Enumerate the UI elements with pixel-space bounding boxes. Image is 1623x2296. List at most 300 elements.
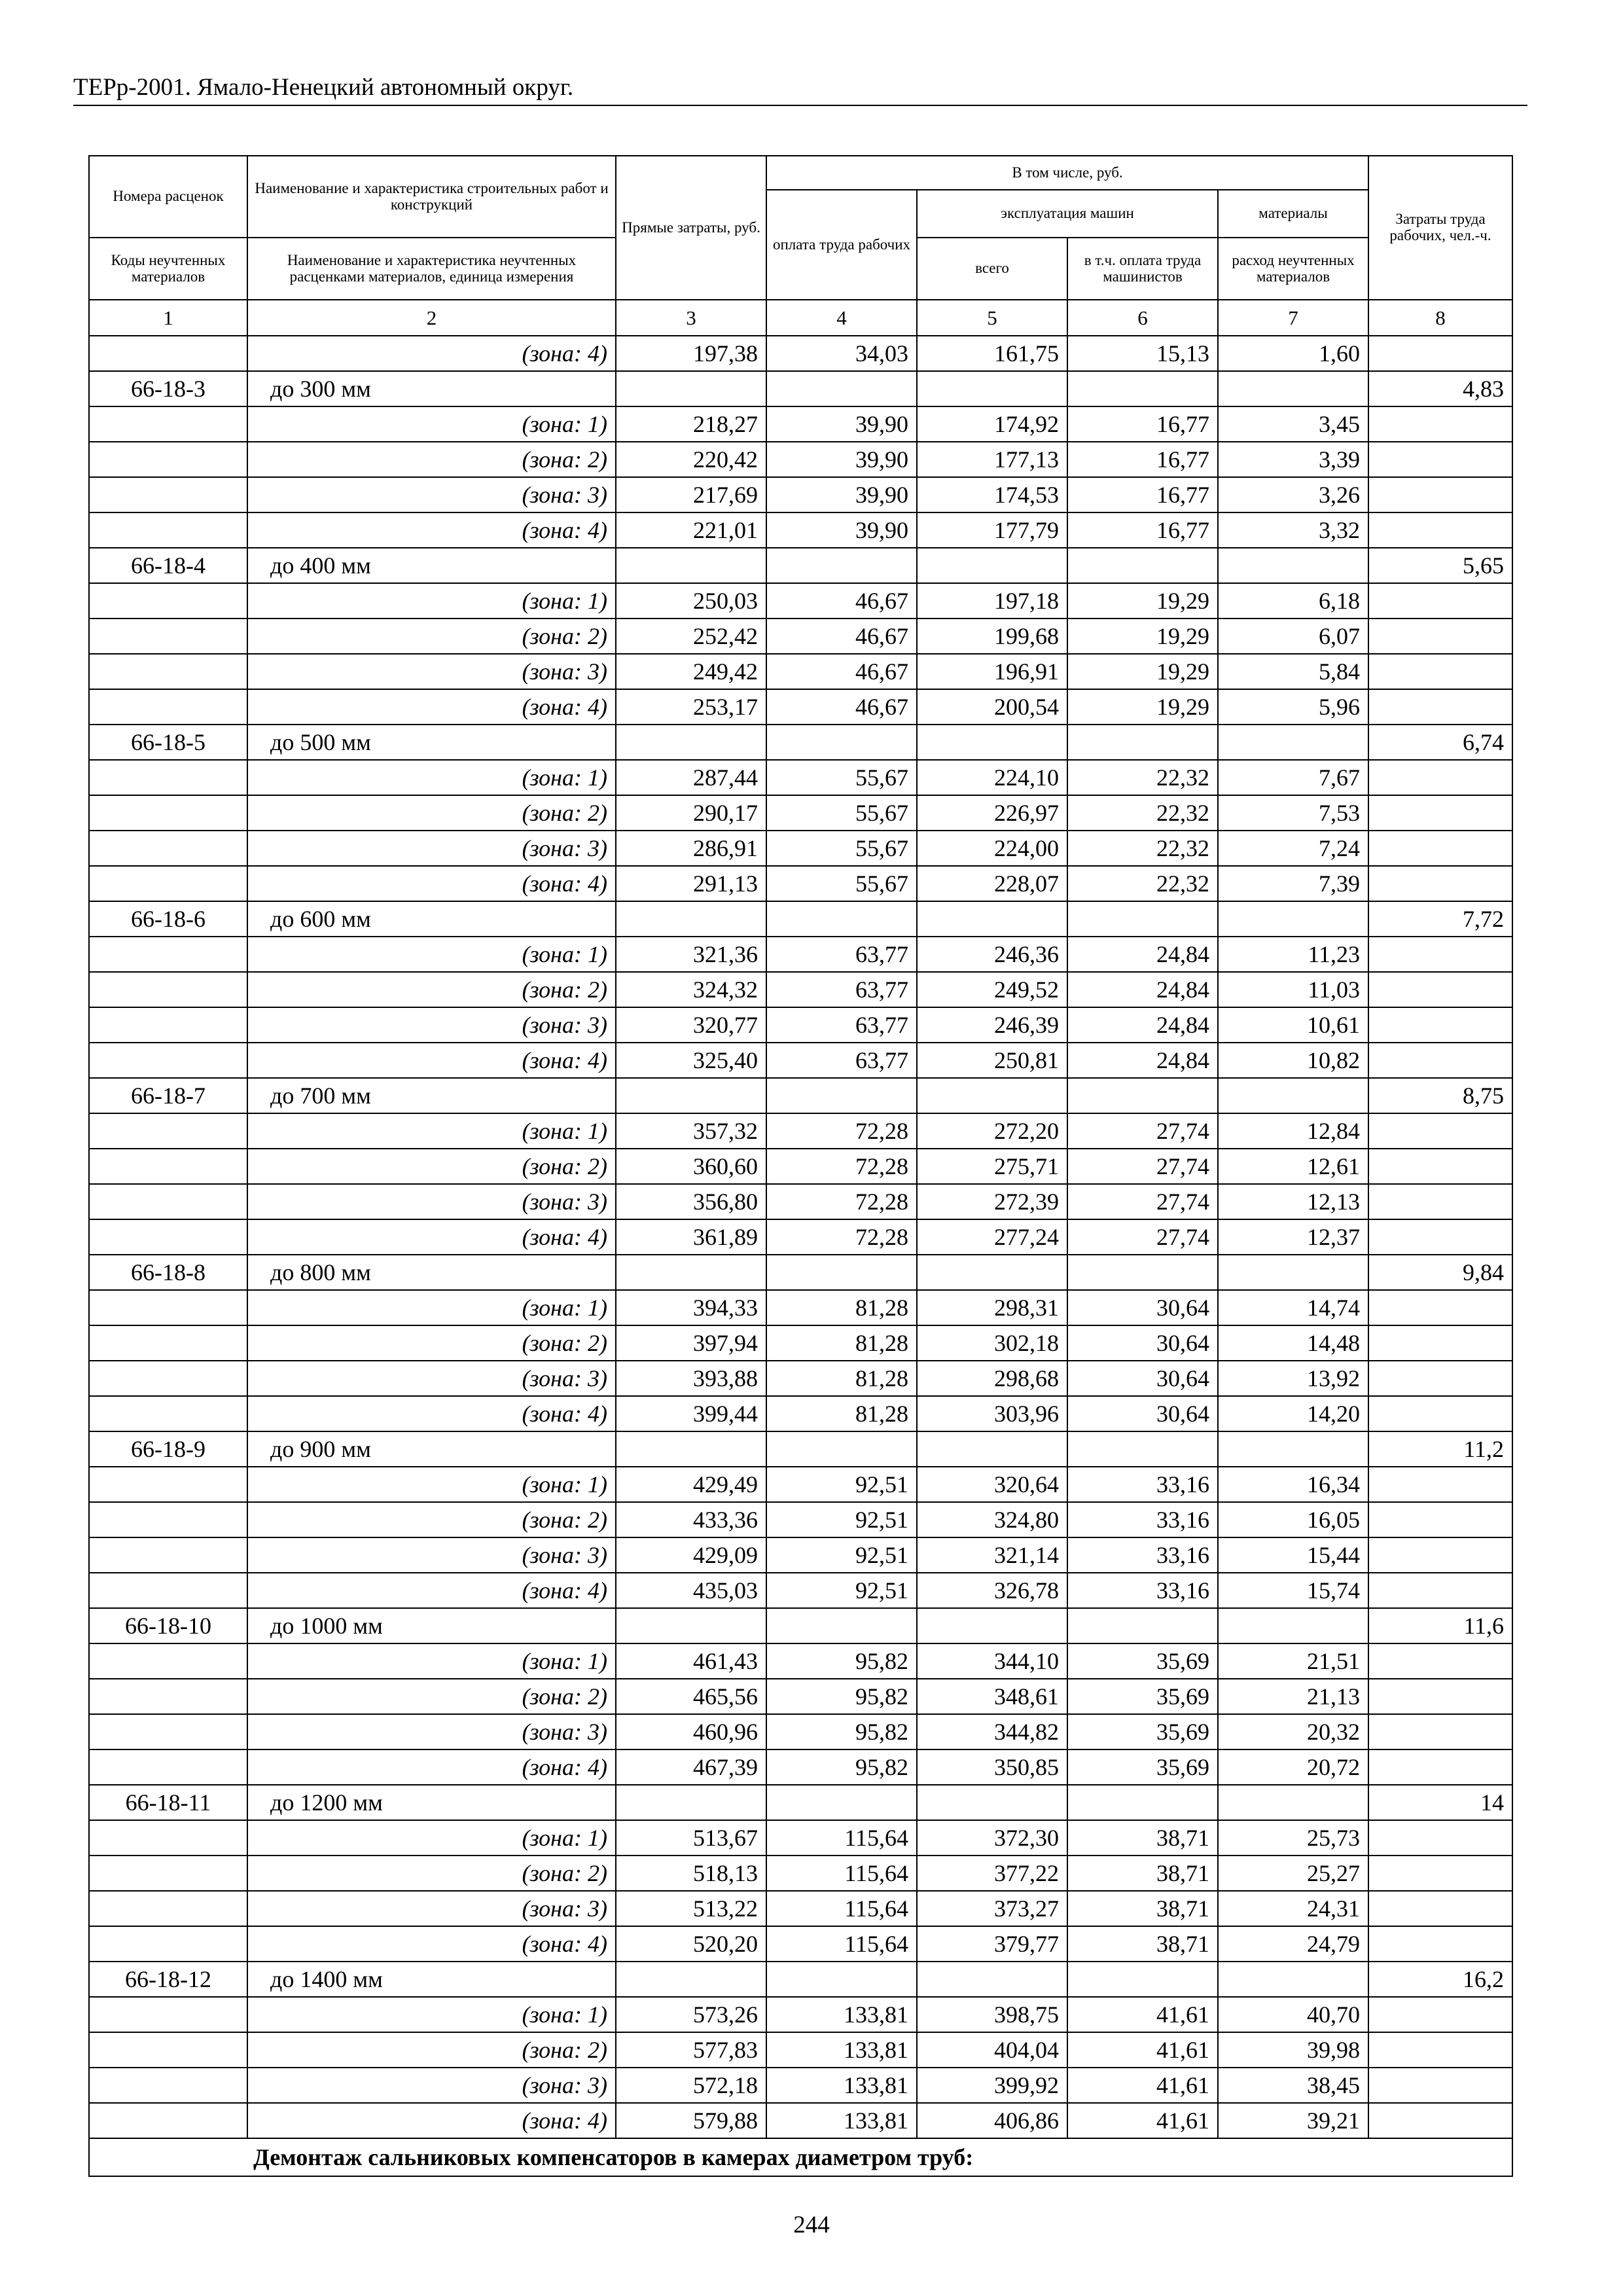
- rate-name: до 800 мм: [247, 1255, 616, 1290]
- labor-hours: [1368, 831, 1512, 866]
- direct-cost: 290,17: [616, 795, 766, 831]
- rate-code: 66-18-11: [89, 1785, 247, 1820]
- empty-cell: [616, 1431, 766, 1467]
- machinist-pay: 35,69: [1067, 1679, 1218, 1714]
- machinist-pay: 24,84: [1067, 937, 1218, 972]
- empty-cell: [766, 1255, 917, 1290]
- empty-cell: [917, 1078, 1067, 1113]
- rate-code: [89, 1856, 247, 1891]
- direct-cost: 218,27: [616, 406, 766, 442]
- labor-pay: 133,81: [766, 2032, 917, 2068]
- rate-code: [89, 795, 247, 831]
- materials-cost: 10,82: [1218, 1043, 1368, 1078]
- machines-total: 177,79: [917, 512, 1067, 548]
- rates-table: [88, 155, 1513, 2177]
- labor-hours: [1368, 972, 1512, 1007]
- header-rule: [73, 105, 1527, 106]
- direct-cost: 287,44: [616, 760, 766, 795]
- rate-name: до 400 мм: [247, 548, 616, 583]
- machines-total: 224,10: [917, 760, 1067, 795]
- direct-cost: 579,88: [616, 2103, 766, 2138]
- materials-cost: 24,79: [1218, 1926, 1368, 1962]
- labor-hours: [1368, 619, 1512, 654]
- empty-cell: [917, 725, 1067, 760]
- zone-label: (зона: 2): [247, 1149, 616, 1184]
- labor-hours: [1368, 866, 1512, 901]
- machinist-pay: 24,84: [1067, 1043, 1218, 1078]
- column-number: 3: [616, 300, 766, 336]
- table-row: [89, 477, 1512, 512]
- machinist-pay: 27,74: [1067, 1113, 1218, 1149]
- machines-total: 197,18: [917, 583, 1067, 619]
- direct-cost: 356,80: [616, 1184, 766, 1219]
- materials-cost: 21,51: [1218, 1643, 1368, 1679]
- machines-total: 250,81: [917, 1043, 1067, 1078]
- labor-pay: 72,28: [766, 1219, 917, 1255]
- empty-cell: [1218, 1785, 1368, 1820]
- machines-total: 177,13: [917, 442, 1067, 477]
- rate-code: [89, 1679, 247, 1714]
- rate-code: [89, 937, 247, 972]
- labor-pay: 63,77: [766, 1007, 917, 1043]
- table-row: [89, 1290, 1512, 1325]
- direct-cost: 197,38: [616, 336, 766, 371]
- materials-cost: 16,05: [1218, 1502, 1368, 1537]
- labor-pay: 133,81: [766, 2068, 917, 2103]
- table-row: [89, 1749, 1512, 1785]
- direct-cost: 429,09: [616, 1537, 766, 1573]
- machinist-pay: 22,32: [1067, 760, 1218, 795]
- labor-pay: 46,67: [766, 583, 917, 619]
- labor-pay: 72,28: [766, 1113, 917, 1149]
- table-row: [89, 1856, 1512, 1891]
- materials-cost: 5,96: [1218, 689, 1368, 725]
- machinist-pay: 27,74: [1067, 1184, 1218, 1219]
- zone-label: (зона: 3): [247, 1184, 616, 1219]
- zone-label: (зона: 4): [247, 1926, 616, 1962]
- machines-total: 228,07: [917, 866, 1067, 901]
- materials-cost: 11,23: [1218, 937, 1368, 972]
- labor-hours: [1368, 1856, 1512, 1891]
- direct-cost: 249,42: [616, 654, 766, 689]
- machinist-pay: 33,16: [1067, 1467, 1218, 1502]
- zone-label: (зона: 1): [247, 1467, 616, 1502]
- empty-cell: [766, 548, 917, 583]
- machines-total: 404,04: [917, 2032, 1067, 2068]
- materials-cost: 25,73: [1218, 1820, 1368, 1856]
- machinist-pay: 41,61: [1067, 1997, 1218, 2032]
- labor-hours: [1368, 795, 1512, 831]
- table-row: [89, 654, 1512, 689]
- table-row: [89, 1997, 1512, 2032]
- labor-pay: 81,28: [766, 1361, 917, 1396]
- materials-cost: 7,39: [1218, 866, 1368, 901]
- direct-cost: 394,33: [616, 1290, 766, 1325]
- materials-cost: 40,70: [1218, 1997, 1368, 2032]
- table-row: [89, 831, 1512, 866]
- materials-cost: 12,61: [1218, 1149, 1368, 1184]
- table-row: [89, 1219, 1512, 1255]
- zone-label: (зона: 4): [247, 1043, 616, 1078]
- machines-total: 379,77: [917, 1926, 1067, 1962]
- zone-label: (зона: 1): [247, 406, 616, 442]
- labor-hours: [1368, 1149, 1512, 1184]
- rate-code: [89, 1043, 247, 1078]
- zone-label: (зона: 3): [247, 1537, 616, 1573]
- materials-cost: 20,72: [1218, 1749, 1368, 1785]
- rate-group-row: [89, 1431, 1512, 1467]
- col8-header: Затраты труда рабочих, чел.-ч.: [1368, 156, 1512, 300]
- materials-cost: 25,27: [1218, 1856, 1368, 1891]
- column-number: 6: [1067, 300, 1218, 336]
- zone-label: (зона: 2): [247, 1502, 616, 1537]
- labor-pay: 46,67: [766, 689, 917, 725]
- rate-group-row: [89, 1962, 1512, 1997]
- direct-cost: 357,32: [616, 1113, 766, 1149]
- direct-cost: 577,83: [616, 2032, 766, 2068]
- machinist-pay: 27,74: [1067, 1219, 1218, 1255]
- rate-code: [89, 619, 247, 654]
- materials-cost: 15,74: [1218, 1573, 1368, 1608]
- machinist-pay: 16,77: [1067, 477, 1218, 512]
- rate-group-row: [89, 901, 1512, 937]
- empty-cell: [1218, 371, 1368, 406]
- empty-cell: [766, 371, 917, 406]
- column-number-row: [89, 300, 1512, 336]
- table-row: [89, 1007, 1512, 1043]
- zone-label: (зона: 4): [247, 512, 616, 548]
- rate-code: [89, 1643, 247, 1679]
- labor-pay: 63,77: [766, 1043, 917, 1078]
- zone-label: (зона: 4): [247, 866, 616, 901]
- labor-hours: [1368, 1290, 1512, 1325]
- materials-cost: 10,61: [1218, 1007, 1368, 1043]
- zone-label: (зона: 4): [247, 2103, 616, 2138]
- machines-total: 200,54: [917, 689, 1067, 725]
- labor-hours: [1368, 1820, 1512, 1856]
- materials-cost: 15,44: [1218, 1537, 1368, 1573]
- section-row: [89, 2138, 1512, 2176]
- direct-cost: 520,20: [616, 1926, 766, 1962]
- labor-pay: 115,64: [766, 1926, 917, 1962]
- labor-pay: 95,82: [766, 1643, 917, 1679]
- labor-pay: 95,82: [766, 1679, 917, 1714]
- zone-label: (зона: 1): [247, 1113, 616, 1149]
- rate-code: [89, 406, 247, 442]
- labor-hours: [1368, 406, 1512, 442]
- direct-cost: 573,26: [616, 1997, 766, 2032]
- labor-pay: 115,64: [766, 1820, 917, 1856]
- rate-code: [89, 1325, 247, 1361]
- empty-cell: [1067, 725, 1218, 760]
- labor-hours: [1368, 2103, 1512, 2138]
- column-number: 1: [89, 300, 247, 336]
- labor-pay: 133,81: [766, 2103, 917, 2138]
- direct-cost: 397,94: [616, 1325, 766, 1361]
- labor-hours: [1368, 1537, 1512, 1573]
- materials-cost: 11,03: [1218, 972, 1368, 1007]
- labor-hours: [1368, 1891, 1512, 1926]
- machinist-pay: 22,32: [1067, 866, 1218, 901]
- empty-cell: [917, 901, 1067, 937]
- col3-header: Прямые затраты, руб.: [616, 156, 766, 300]
- machines-total: 246,36: [917, 937, 1067, 972]
- rate-code: [89, 1113, 247, 1149]
- table-row: [89, 1149, 1512, 1184]
- table-row: [89, 2068, 1512, 2103]
- machines-total: 320,64: [917, 1467, 1067, 1502]
- machinist-pay: 33,16: [1067, 1537, 1218, 1573]
- machines-total: 174,53: [917, 477, 1067, 512]
- rate-code: 66-18-5: [89, 725, 247, 760]
- machines-total: 303,96: [917, 1396, 1067, 1431]
- rate-name: до 500 мм: [247, 725, 616, 760]
- rate-name: до 600 мм: [247, 901, 616, 937]
- labor-hours: [1368, 1219, 1512, 1255]
- materials-cost: 14,48: [1218, 1325, 1368, 1361]
- table-row: [89, 689, 1512, 725]
- labor-hours: [1368, 1679, 1512, 1714]
- empty-cell: [766, 1431, 917, 1467]
- labor-pay: 81,28: [766, 1396, 917, 1431]
- column-number: 4: [766, 300, 917, 336]
- labor-pay: 39,90: [766, 512, 917, 548]
- materials-cost: 3,26: [1218, 477, 1368, 512]
- machines-total: 224,00: [917, 831, 1067, 866]
- table-row: [89, 1502, 1512, 1537]
- direct-cost: 252,42: [616, 619, 766, 654]
- materials-cost: 14,20: [1218, 1396, 1368, 1431]
- column-number: 7: [1218, 300, 1368, 336]
- machines-total: 398,75: [917, 1997, 1067, 2032]
- empty-cell: [917, 1255, 1067, 1290]
- zone-label: (зона: 3): [247, 1361, 616, 1396]
- direct-cost: 467,39: [616, 1749, 766, 1785]
- table-row: [89, 1184, 1512, 1219]
- rate-code: 66-18-3: [89, 371, 247, 406]
- rate-name: до 1400 мм: [247, 1962, 616, 1997]
- rate-code: 66-18-7: [89, 1078, 247, 1113]
- machines-total: 196,91: [917, 654, 1067, 689]
- column-number: 8: [1368, 300, 1512, 336]
- rate-code: [89, 1467, 247, 1502]
- labor-hours: [1368, 1007, 1512, 1043]
- rate-code: [89, 1184, 247, 1219]
- labor-hours: [1368, 1113, 1512, 1149]
- rate-code: [89, 1007, 247, 1043]
- empty-cell: [616, 1962, 766, 1997]
- machines-total: 344,10: [917, 1643, 1067, 1679]
- labor-pay: 133,81: [766, 1997, 917, 2032]
- machinist-pay: 30,64: [1067, 1325, 1218, 1361]
- empty-cell: [1067, 1078, 1218, 1113]
- machinist-pay: 24,84: [1067, 972, 1218, 1007]
- table-row: [89, 442, 1512, 477]
- materials-cost: 12,13: [1218, 1184, 1368, 1219]
- direct-cost: 518,13: [616, 1856, 766, 1891]
- rate-group-row: [89, 1078, 1512, 1113]
- direct-cost: 513,67: [616, 1820, 766, 1856]
- labor-hours: [1368, 1643, 1512, 1679]
- labor-pay: 39,90: [766, 406, 917, 442]
- empty-cell: [766, 725, 917, 760]
- empty-cell: [1067, 371, 1218, 406]
- zone-label: (зона: 1): [247, 1290, 616, 1325]
- col2-top-header: Наименование и характеристика строительных работ и конструкций: [247, 156, 616, 238]
- labor-hours: 16,2: [1368, 1962, 1512, 1997]
- labor-hours: 9,84: [1368, 1255, 1512, 1290]
- machines-total: 373,27: [917, 1891, 1067, 1926]
- section-title: Демонтаж сальниковых компенсаторов в камерах диаметром труб:: [253, 2144, 974, 2170]
- machines-total: 406,86: [917, 2103, 1067, 2138]
- page-number: 244: [793, 2212, 830, 2238]
- table-row: [89, 1467, 1512, 1502]
- rate-code: 66-18-6: [89, 901, 247, 937]
- direct-cost: 435,03: [616, 1573, 766, 1608]
- rate-group-row: [89, 1608, 1512, 1643]
- empty-cell: [766, 1962, 917, 1997]
- machinist-pay: 19,29: [1067, 583, 1218, 619]
- table-row: [89, 1573, 1512, 1608]
- labor-pay: 39,90: [766, 477, 917, 512]
- table-row: [89, 1361, 1512, 1396]
- rate-code: [89, 1573, 247, 1608]
- labor-hours: 8,75: [1368, 1078, 1512, 1113]
- labor-pay: 46,67: [766, 619, 917, 654]
- labor-pay: 115,64: [766, 1856, 917, 1891]
- machines-total: 275,71: [917, 1149, 1067, 1184]
- document-header-title: ТЕРр-2001. Ямало-Ненецкий автономный округ.: [73, 74, 574, 101]
- direct-cost: 429,49: [616, 1467, 766, 1502]
- col2-bottom-header: Наименование и характеристика неучтенных расценками материалов, единица измерения: [247, 238, 616, 300]
- labor-pay: 92,51: [766, 1573, 917, 1608]
- machines-total: 302,18: [917, 1325, 1067, 1361]
- direct-cost: 360,60: [616, 1149, 766, 1184]
- rate-name: до 1000 мм: [247, 1608, 616, 1643]
- empty-cell: [1218, 725, 1368, 760]
- zone-label: (зона: 2): [247, 1325, 616, 1361]
- rate-code: [89, 1361, 247, 1396]
- machinist-pay: 16,77: [1067, 442, 1218, 477]
- labor-hours: [1368, 654, 1512, 689]
- machinist-pay: 30,64: [1067, 1396, 1218, 1431]
- labor-pay: 34,03: [766, 336, 917, 371]
- labor-hours: 14: [1368, 1785, 1512, 1820]
- col4-header: оплата труда рабочих: [766, 190, 917, 300]
- table-row: [89, 760, 1512, 795]
- rate-code: 66-18-10: [89, 1608, 247, 1643]
- machinist-pay: 30,64: [1067, 1361, 1218, 1396]
- machinist-pay: 30,64: [1067, 1290, 1218, 1325]
- machines-total: 249,52: [917, 972, 1067, 1007]
- zone-label: (зона: 1): [247, 760, 616, 795]
- machines-header: эксплуатация машин: [917, 190, 1218, 238]
- machines-total: 174,92: [917, 406, 1067, 442]
- rate-code: 66-18-9: [89, 1431, 247, 1467]
- materials-cost: 7,67: [1218, 760, 1368, 795]
- labor-pay: 72,28: [766, 1149, 917, 1184]
- zone-label: (зона: 3): [247, 654, 616, 689]
- empty-cell: [616, 1078, 766, 1113]
- materials-cost: 21,13: [1218, 1679, 1368, 1714]
- empty-cell: [1067, 548, 1218, 583]
- including-header: В том числе, руб.: [766, 156, 1368, 190]
- machines-total: 272,39: [917, 1184, 1067, 1219]
- empty-cell: [1218, 1431, 1368, 1467]
- zone-label: (зона: 2): [247, 619, 616, 654]
- direct-cost: 286,91: [616, 831, 766, 866]
- labor-hours: 6,74: [1368, 725, 1512, 760]
- rate-code: [89, 972, 247, 1007]
- zone-label: (зона: 2): [247, 972, 616, 1007]
- rate-code: [89, 2068, 247, 2103]
- empty-cell: [766, 1608, 917, 1643]
- empty-cell: [766, 901, 917, 937]
- rate-code: [89, 583, 247, 619]
- materials-cost: 24,31: [1218, 1891, 1368, 1926]
- machines-total: 272,20: [917, 1113, 1067, 1149]
- empty-cell: [917, 1608, 1067, 1643]
- machinist-pay: 22,32: [1067, 831, 1218, 866]
- labor-pay: 95,82: [766, 1749, 917, 1785]
- table-row: [89, 2032, 1512, 2068]
- materials-cost: 6,18: [1218, 583, 1368, 619]
- rate-group-row: [89, 1255, 1512, 1290]
- zone-label: (зона: 1): [247, 1820, 616, 1856]
- empty-cell: [616, 548, 766, 583]
- rate-code: [89, 1714, 247, 1749]
- machines-total: 246,39: [917, 1007, 1067, 1043]
- empty-cell: [1067, 1431, 1218, 1467]
- empty-cell: [616, 1608, 766, 1643]
- machines-total: 298,68: [917, 1361, 1067, 1396]
- labor-hours: [1368, 1184, 1512, 1219]
- labor-hours: [1368, 1714, 1512, 1749]
- direct-cost: 461,43: [616, 1643, 766, 1679]
- empty-cell: [616, 901, 766, 937]
- materials-cost: 3,45: [1218, 406, 1368, 442]
- zone-label: (зона: 3): [247, 1007, 616, 1043]
- materials-cost: 12,84: [1218, 1113, 1368, 1149]
- labor-hours: 11,6: [1368, 1608, 1512, 1643]
- table-row: [89, 583, 1512, 619]
- machinist-pay: 38,71: [1067, 1926, 1218, 1962]
- rate-code: [89, 336, 247, 371]
- empty-cell: [1067, 1962, 1218, 1997]
- labor-hours: [1368, 1749, 1512, 1785]
- zone-label: (зона: 4): [247, 1573, 616, 1608]
- rate-code: [89, 1396, 247, 1431]
- machinist-pay: 16,77: [1067, 512, 1218, 548]
- materials-cost: 5,84: [1218, 654, 1368, 689]
- machinist-pay: 24,84: [1067, 1007, 1218, 1043]
- empty-cell: [616, 1255, 766, 1290]
- empty-cell: [1067, 1255, 1218, 1290]
- labor-pay: 95,82: [766, 1714, 917, 1749]
- rate-code: [89, 442, 247, 477]
- direct-cost: 253,17: [616, 689, 766, 725]
- direct-cost: 460,96: [616, 1714, 766, 1749]
- table-row: [89, 1714, 1512, 1749]
- empty-cell: [917, 1962, 1067, 1997]
- table-row: [89, 1537, 1512, 1573]
- materials-cost: 39,21: [1218, 2103, 1368, 2138]
- labor-pay: 72,28: [766, 1184, 917, 1219]
- rate-code: [89, 1749, 247, 1785]
- labor-hours: [1368, 1043, 1512, 1078]
- materials-cost: 13,92: [1218, 1361, 1368, 1396]
- rate-code: 66-18-4: [89, 548, 247, 583]
